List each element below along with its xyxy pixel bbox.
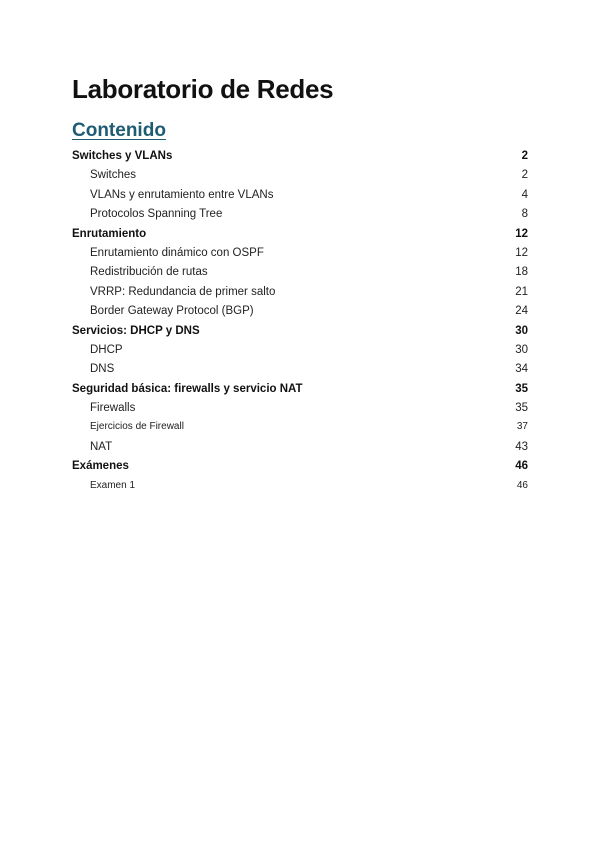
toc-section-switches-vlans[interactable] <box>72 150 528 169</box>
toc-page-number: 43 <box>515 440 528 453</box>
toc-entry-dns[interactable] <box>72 363 528 382</box>
toc-entry-spanning-tree[interactable] <box>72 208 528 227</box>
toc-entry-label: Enrutamiento dinámico con OSPF <box>90 246 264 259</box>
toc-page-number: 12 <box>515 246 528 259</box>
toc-entry-label: NAT <box>90 440 113 453</box>
toc-page-number: 21 <box>515 285 528 298</box>
toc-page-number: 4 <box>521 188 528 201</box>
toc-page-number: 35 <box>515 402 528 415</box>
toc-section-examenes[interactable] <box>72 460 528 479</box>
toc-page-number: 30 <box>515 324 528 337</box>
toc-entry-dhcp[interactable] <box>72 344 528 363</box>
toc-section-enrutamiento[interactable] <box>72 228 528 247</box>
toc-entry-firewalls[interactable] <box>72 402 528 421</box>
toc-page-number: 2 <box>521 150 528 162</box>
toc-page-number: 18 <box>515 266 528 279</box>
toc-entry-redistribucion[interactable] <box>72 266 528 285</box>
toc-page-number: 37 <box>516 421 528 433</box>
toc-entry-examen-1[interactable] <box>72 480 528 499</box>
toc-page-number: 8 <box>521 208 528 221</box>
toc-page-number: 46 <box>516 479 528 491</box>
toc-entry-label: Examen 1 <box>90 479 136 491</box>
document-page <box>72 72 528 499</box>
toc-entry-label: Ejercicios de Firewall <box>90 421 184 433</box>
toc-entry-vrrp[interactable] <box>72 286 528 305</box>
toc-section-servicios[interactable] <box>72 325 528 344</box>
toc-page-number: 30 <box>515 343 528 356</box>
toc-entry-label: Seguridad básica: firewalls y servicio NAT <box>72 382 303 395</box>
toc-entry-label: Switches <box>90 169 137 182</box>
toc-entry-label: Servicios: DHCP y DNS <box>72 324 200 337</box>
toc-entry-label: Border Gateway Protocol (BGP) <box>90 305 254 318</box>
toc-page-number: 12 <box>515 227 528 240</box>
document-title: Laboratorio de Redes <box>72 74 334 104</box>
toc-entry-ejercicios-firewall[interactable] <box>72 421 528 440</box>
toc-page-number: 34 <box>515 363 528 376</box>
toc-entry-switches[interactable] <box>72 169 528 188</box>
toc-entry-nat[interactable] <box>72 441 528 460</box>
toc-page-number: 24 <box>515 305 528 318</box>
toc-entry-bgp[interactable] <box>72 305 528 324</box>
toc-entry-ospf[interactable] <box>72 247 528 266</box>
toc-entry-label: Switches y VLANs <box>72 150 173 162</box>
toc-page-number: 35 <box>515 382 528 395</box>
toc-page-number: 2 <box>521 169 528 182</box>
toc-section-seguridad[interactable] <box>72 383 528 402</box>
toc-entry-label: Protocolos Spanning Tree <box>90 208 223 221</box>
toc-entry-vlans-enrutamiento[interactable] <box>72 189 528 208</box>
toc-page-number: 46 <box>515 460 528 473</box>
toc-entry-label: VLANs y enrutamiento entre VLANs <box>90 188 274 201</box>
toc-entry-label: Enrutamiento <box>72 227 147 240</box>
toc-entry-label: DHCP <box>90 343 123 356</box>
table-of-contents <box>72 150 528 499</box>
toc-entry-label: VRRP: Redundancia de primer salto <box>90 285 276 298</box>
toc-entry-label: Exámenes <box>72 460 129 473</box>
toc-entry-label: Firewalls <box>90 402 136 415</box>
toc-entry-label: DNS <box>90 363 115 376</box>
toc-heading: Contenido <box>72 120 166 141</box>
toc-entry-label: Redistribución de rutas <box>90 266 208 279</box>
